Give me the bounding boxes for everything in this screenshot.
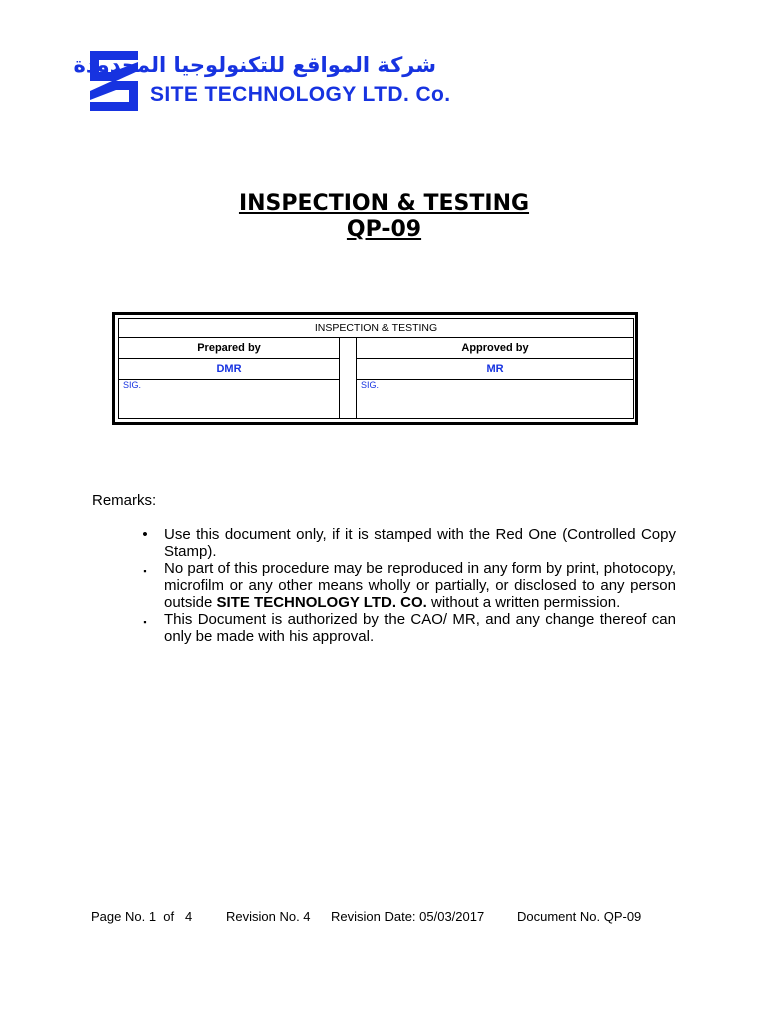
company-name-emphasis: SITE TECHNOLOGY LTD. CO.	[216, 594, 427, 611]
remark-item	[136, 526, 676, 560]
footer-revision-date: Revision Date: 05/03/2017	[331, 909, 485, 924]
remark-text: No part of this procedure may be reproduced in any form by print, photocopy, microfilm or any other means wholly or partially, or disclosed to any person outside	[164, 560, 676, 611]
column-spacer	[340, 338, 357, 419]
document-title-block	[0, 191, 768, 243]
round-bullet-icon: •	[142, 526, 148, 543]
approval-table-frame	[112, 312, 638, 425]
remark-text-continued: without a written permission.	[426, 594, 621, 611]
remarks-list	[136, 526, 676, 645]
approval-table	[118, 318, 634, 419]
remark-item	[136, 611, 676, 645]
prepared-by-label: Prepared by	[119, 338, 340, 359]
approved-signature-field: SIG.	[357, 380, 634, 419]
square-bullet-icon: ▪	[143, 566, 147, 576]
company-name: SITE TECHNOLOGY LTD. Co.	[150, 83, 451, 106]
remark-item	[136, 560, 676, 611]
footer-page-number: Page No. 1 of 4	[91, 909, 193, 924]
approved-by-label: Approved by	[357, 338, 634, 359]
document-title: INSPECTION & TESTING	[238, 191, 530, 216]
footer-document-number: Document No. QP-09	[517, 909, 642, 924]
remark-text: This Document is authorized by the CAO/ MR, and any change thereof can only be made with his approval.	[164, 611, 676, 645]
approved-by-name: MR	[357, 359, 634, 380]
company-name-arabic: شركة المواقع للتكنولوجيا المحدودة	[73, 53, 436, 77]
remark-text: Use this document only, if it is stamped with the Red One (Controlled Copy Stamp).	[164, 526, 676, 560]
prepared-signature-field: SIG.	[119, 380, 340, 419]
square-bullet-icon: ▪	[143, 617, 147, 627]
remarks-heading: Remarks:	[92, 492, 157, 509]
footer-revision-number: Revision No. 4	[226, 909, 311, 924]
document-code: QP-09	[346, 217, 422, 242]
approval-table-title: INSPECTION & TESTING	[119, 319, 634, 338]
prepared-by-name: DMR	[119, 359, 340, 380]
